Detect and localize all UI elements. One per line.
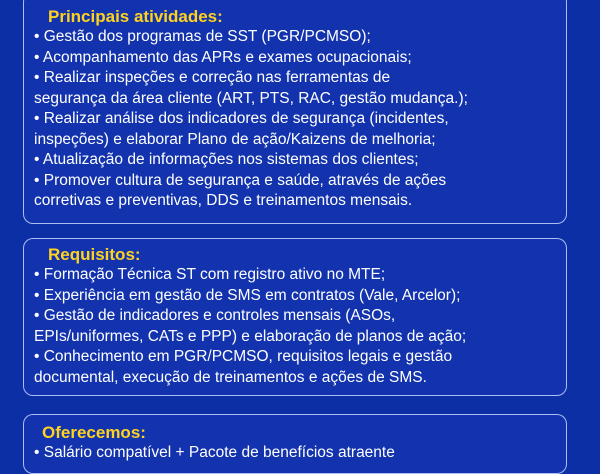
activity-line: • Promover cultura de segurança e saúde, através de ações — [34, 171, 447, 189]
activity-line: corretivas e preventivas, DDS e treinamentos mensais. — [34, 192, 413, 209]
activity-line: • Acompanhamento das APRs e exames ocupacionais; — [34, 48, 412, 66]
activity-line: • Atualização de informações nos sistemas dos clientes; — [34, 151, 419, 168]
activity-line: inspeções) e elaborar Plano de ação/Kaizens de melhoria; — [34, 130, 436, 148]
requirement-line: • Conhecimento em PGR/PCMSO, requisitos legais e gestão — [34, 348, 453, 365]
offer-card — [23, 414, 567, 474]
requirement-line: • Gestão de indicadores e controles mensais (ASOs, — [34, 307, 396, 324]
requirement-line: • Experiência em gestão de SMS em contratos (Vale, Arcelor); — [34, 286, 461, 304]
activities-list — [34, 27, 556, 212]
activity-line: segurança da área cliente (ART, PTS, RAC, gestão mudança.); — [34, 89, 468, 107]
requirement-line: • Formação Técnica ST com registro ativo no MTE; — [34, 266, 386, 283]
offer-line: • Salário compatível + Pacote de benefícios atraente — [34, 444, 395, 461]
activity-line: • Realizar inspeções e correção nas ferramentas de — [34, 69, 391, 86]
offer-list — [34, 443, 556, 464]
requirement-line: documental, execução de treinamentos e ações de SMS. — [34, 368, 427, 386]
requirements-list — [34, 265, 556, 388]
offer-title: Oferecemos: — [42, 423, 146, 442]
activities-card — [23, 0, 567, 224]
activity-line: • Gestão dos programas de SST (PGR/PCMSO); — [34, 28, 371, 45]
requirements-title: Requisitos: — [48, 245, 141, 264]
requirements-card — [23, 238, 567, 396]
activity-line: • Realizar análise dos indicadores de segurança (incidentes, — [34, 110, 449, 127]
activities-title: Principais atividades: — [48, 7, 223, 26]
requirement-line: EPIs/uniformes, CATs e PPP) e elaboração de planos de ação; — [34, 327, 467, 345]
